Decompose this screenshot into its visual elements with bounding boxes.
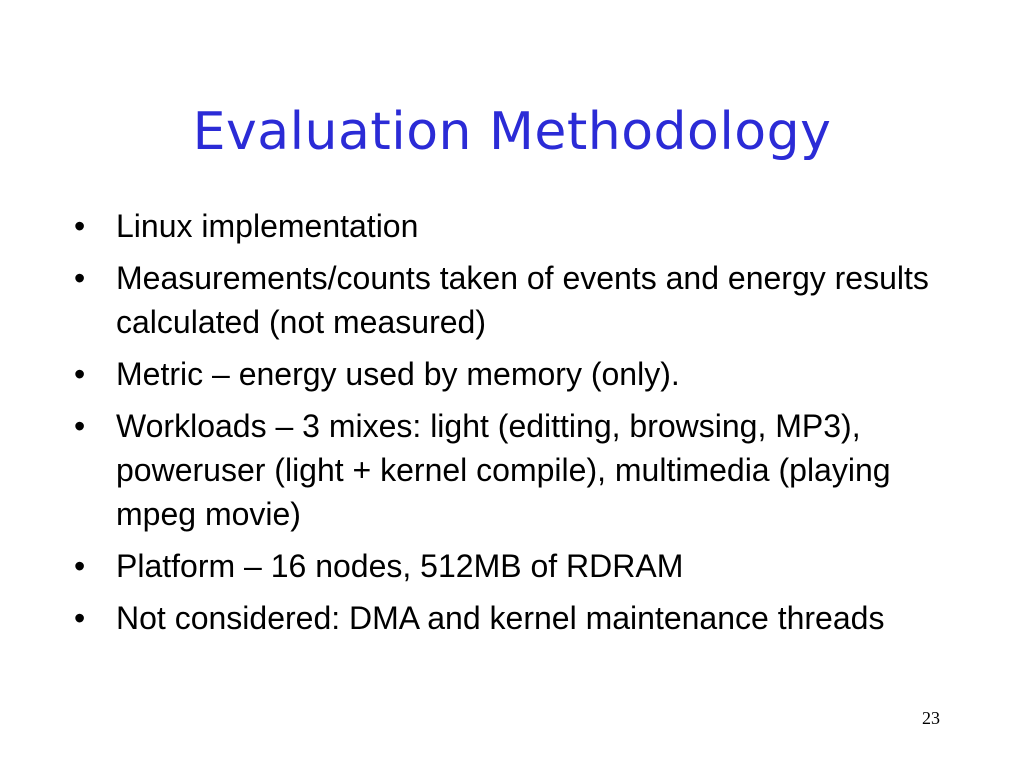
slide-title: Evaluation Methodology — [192, 102, 832, 162]
bullet-item — [74, 544, 954, 588]
bullet-text: Platform – 16 nodes, 512MB of RDRAM — [116, 548, 684, 584]
bullet-item — [74, 256, 954, 344]
bullet-dot-icon: • — [74, 408, 86, 444]
bullet-text: Measurements/counts taken of events and energy results calculated (not measured) — [116, 260, 929, 340]
bullet-dot-icon: • — [74, 356, 86, 392]
bullet-text: Linux implementation — [116, 208, 419, 244]
bullet-text: Metric – energy used by memory (only). — [116, 356, 680, 392]
bullet-item — [74, 596, 954, 640]
bullet-dot-icon: • — [74, 600, 86, 636]
bullet-list — [74, 204, 954, 648]
page-number: 23 — [922, 708, 940, 728]
bullet-item — [74, 204, 954, 248]
bullet-dot-icon: • — [74, 548, 86, 584]
bullet-item — [74, 404, 954, 536]
bullet-item — [74, 352, 954, 396]
bullet-dot-icon: • — [74, 208, 86, 244]
bullet-text: Not considered: DMA and kernel maintenance threads — [116, 600, 885, 636]
bullet-text: Workloads – 3 mixes: light (editting, browsing, MP3), poweruser (light + kernel compile), multimedia (playing mpeg movie) — [116, 408, 891, 532]
bullet-dot-icon: • — [74, 260, 86, 296]
